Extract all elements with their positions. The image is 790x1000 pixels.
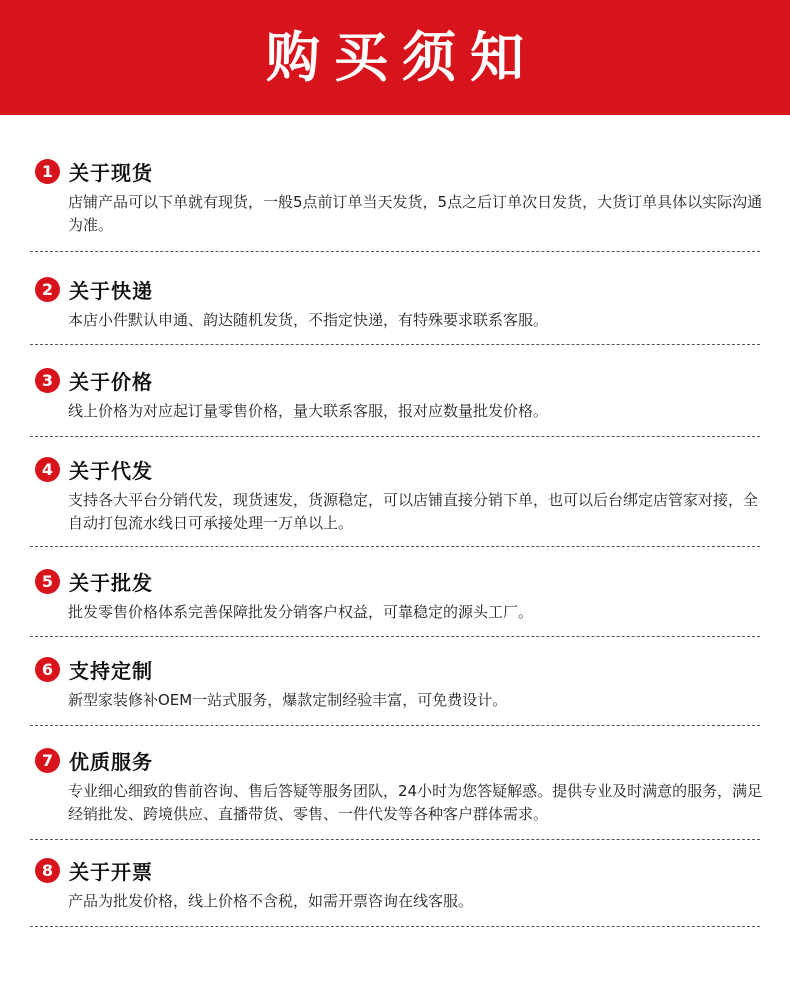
dashed-divider xyxy=(30,546,760,547)
notice-section-dropship xyxy=(35,455,760,535)
section-header xyxy=(35,275,760,303)
section-number-badge: 3 xyxy=(35,368,60,393)
section-title: 关于开票 xyxy=(69,859,153,884)
section-number-badge: 2 xyxy=(35,277,60,302)
dashed-divider xyxy=(30,251,760,252)
notice-section-stock xyxy=(35,157,763,237)
dashed-divider xyxy=(30,636,760,637)
section-number-badge: 5 xyxy=(35,569,60,594)
section-header xyxy=(35,157,760,185)
section-header xyxy=(35,366,760,394)
notice-section-express xyxy=(35,275,760,332)
section-number-badge: 4 xyxy=(35,457,60,482)
section-title: 优质服务 xyxy=(69,749,153,774)
section-header xyxy=(35,655,760,683)
section-number-badge: 1 xyxy=(35,159,60,184)
section-header xyxy=(35,455,760,483)
header-banner xyxy=(0,0,790,115)
notice-section-price xyxy=(35,366,760,423)
dashed-divider xyxy=(30,436,760,437)
notice-section-custom xyxy=(35,655,760,712)
notice-section-wholesale xyxy=(35,567,760,624)
section-body: 本店小件默认申通、韵达随机发货，不指定快递，有特殊要求联系客服。 xyxy=(68,311,549,329)
section-body: 线上价格为对应起订量零售价格，量大联系客服，报对应数量批发价格。 xyxy=(68,402,549,420)
dashed-divider xyxy=(30,926,760,927)
dashed-divider xyxy=(30,725,760,726)
dashed-divider xyxy=(30,839,760,840)
section-body: 专业细心细致的售前咨询、售后答疑等服务团队，24小时为您答疑解惑。提供专业及时满意的服务，满足经销批发、跨境供应、直播带货、零售、一件代发等各种客户群体需求。 xyxy=(68,782,763,823)
section-title: 关于价格 xyxy=(69,369,153,394)
section-title: 关于现货 xyxy=(69,160,153,185)
section-body: 店铺产品可以下单就有现货，一般5点前订单当天发货，5点之后订单次日发货，大货订单具体以实际沟通为准。 xyxy=(68,193,763,234)
section-number-badge: 7 xyxy=(35,748,60,773)
section-header xyxy=(35,746,760,774)
notice-section-invoice xyxy=(35,856,760,913)
section-number-badge: 8 xyxy=(35,858,60,883)
section-body: 支持各大平台分销代发，现货速发，货源稳定，可以店铺直接分销下单，也可以后台绑定店管家对接，全自动打包流水线日可承接处理一万单以上。 xyxy=(68,491,759,532)
section-header xyxy=(35,856,760,884)
section-number-badge: 6 xyxy=(35,657,60,682)
notice-section-service xyxy=(35,746,763,826)
section-body: 新型家装修补OEM一站式服务，爆款定制经验丰富，可免费设计。 xyxy=(68,691,508,709)
dashed-divider xyxy=(30,344,760,345)
section-body: 批发零售价格体系完善保障批发分销客户权益，可靠稳定的源头工厂。 xyxy=(68,603,534,621)
section-title: 支持定制 xyxy=(69,658,153,683)
page-title: 购买须知 xyxy=(266,25,538,89)
section-title: 关于批发 xyxy=(69,570,153,595)
section-title: 关于快递 xyxy=(69,278,153,303)
section-header xyxy=(35,567,760,595)
section-body: 产品为批发价格，线上价格不含税，如需开票咨询在线客服。 xyxy=(68,892,474,910)
section-title: 关于代发 xyxy=(69,458,153,483)
